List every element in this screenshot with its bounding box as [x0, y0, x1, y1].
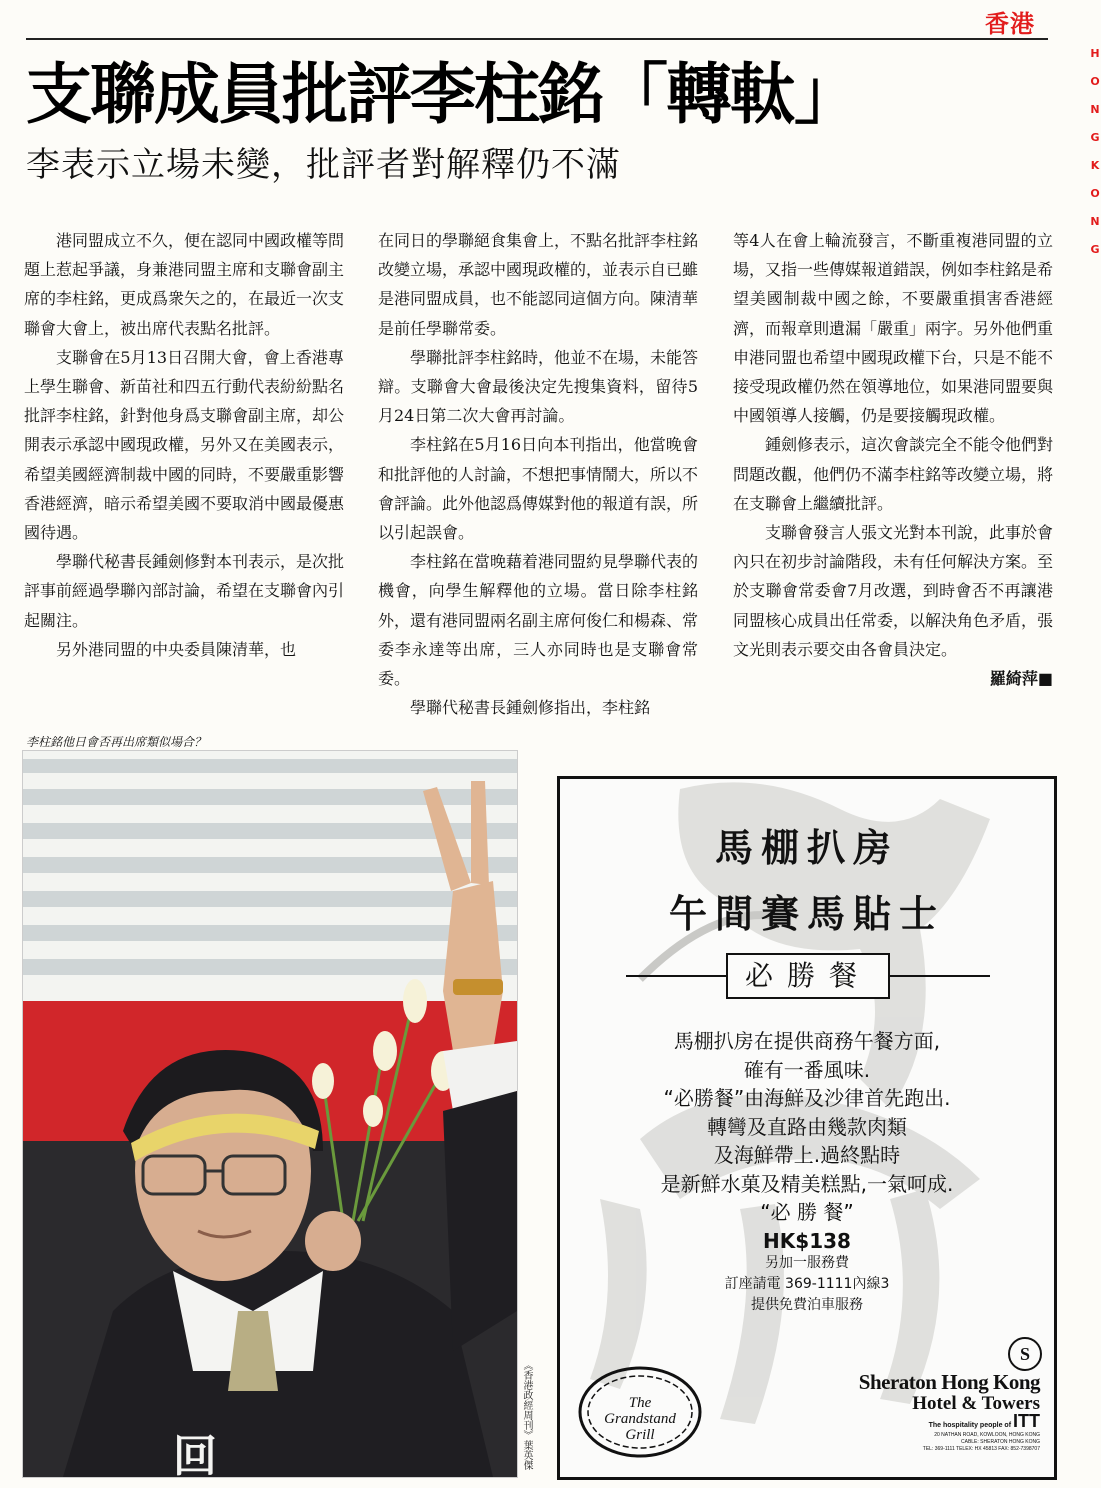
article-paragraph: 等4人在會上輪流發言，不斷重複港同盟的立場，又指一些傳媒報道錯誤，例如李柱銘是希望美國制裁中國之餘，不要嚴重損害香港經濟，而報章則遺漏「嚴重」兩字。另外他們重申港同盟也希望中國現政權下台，只是不能不接受現政權仍然在領導地位，如果港同盟要與中國領導人接觸，仍是要接觸現政權。 [733, 231, 1054, 426]
article-paragraph: 在同日的學聯絕食集會上，不點名批評李柱銘改變立場，承認中國現政權的，並表示自已雖是港同盟成員，也不能認同這個方向。陳清華是前任學聯常委。 [378, 231, 699, 338]
photo-illustration [23, 751, 517, 1477]
ad-details [580, 1253, 1034, 1316]
news-photo [22, 750, 518, 1478]
ad-body-line: 是新鮮水菓及精美糕點,一氣呵成. [660, 1171, 954, 1196]
wristwatch [453, 979, 503, 995]
hotel-name-line2: Hotel & Towers [912, 1393, 1040, 1414]
restaurant-advertisement [557, 776, 1057, 1480]
ad-restaurant-name: 馬棚扒房 [714, 826, 899, 870]
article-column-1 [24, 226, 344, 664]
ad-body-line: 轉彎及直路由幾款肉類 [707, 1114, 907, 1139]
ad-body-line: “必勝餐”由海鮮及沙律首先跑出. [663, 1086, 951, 1110]
article-paragraph: 學聯代秘書長鍾劍修對本刊表示，是次批評事前經過學聯內部討論，希望在支聯會內引起關注。 [24, 552, 345, 630]
article-column-2 [378, 226, 698, 722]
article-column-3 [733, 226, 1053, 693]
section-tag: 香港 [985, 10, 1035, 38]
article-paragraph: 鍾劍修表示，這次會談完全不能令他們對問題改觀，他們仍不滿李柱銘等改變立場，將在支聯會上繼續批評。 [733, 435, 1054, 513]
side-letter: G [1090, 243, 1100, 256]
article-paragraph: 學聯批評李柱銘時，他並不在場，未能答辯。支聯會大會最後決定先搜集資料，留待5月24日第二次大會再討論。 [378, 347, 699, 426]
ad-headline: 午間賽馬貼士 [668, 892, 945, 936]
side-letter: K [1090, 159, 1100, 172]
itt-logo: ITT [1013, 1411, 1040, 1431]
byline: 羅綺萍■ [989, 669, 1053, 689]
ad-detail-line: 提供免費泊車服務 [751, 1297, 863, 1313]
ad-price: HK$138 [763, 1228, 851, 1253]
subhead: 李表示立場未變，批評者對解釋仍不滿 [26, 145, 621, 185]
hotel-name-line1: Sheraton Hong Kong [858, 1370, 1040, 1394]
article-paragraph: 支聯會發言人張文光對本刊說，此事於會內只在初步討論階段，未有任何解決方案。至於支聯會常委會7月改選，到時會否不再讓港同盟核心成員出任常委，以解決角色矛盾，張文光則表示要交由各會員決定。 [733, 523, 1054, 659]
hotel-address-line: TEL: 369-1111 TELEX: HX 45813 FAX: 852-7398707 [922, 1446, 1040, 1452]
article-paragraph: 學聯代秘書長鍾劍修指出，李柱銘 [410, 698, 651, 718]
ad-body-line: “必 勝 餐” [760, 1200, 854, 1224]
ad-body-line: 確有一番風味. [743, 1057, 871, 1082]
sheraton-logo [834, 1371, 1040, 1453]
article-paragraph: 另外港同盟的中央委員陳清華，也 [56, 639, 297, 659]
grill-word: Grill [625, 1427, 655, 1443]
grandstand-grill-text [580, 1395, 700, 1443]
ad-body-line: 及海鮮帶上.過終點時 [713, 1143, 901, 1167]
tagline-text: The hospitality people of [928, 1422, 1012, 1429]
side-letter: O [1090, 187, 1100, 200]
ad-rule-left [626, 975, 726, 977]
ad-body [580, 1027, 1034, 1255]
side-letter: O [1090, 75, 1100, 88]
side-letter: N [1090, 215, 1100, 228]
hotel-address-line: 20 NATHAN ROAD, KOWLOON, HONG KONG [934, 1432, 1040, 1438]
ad-body-line: 馬棚扒房在提供商務午餐方面, [673, 1029, 941, 1053]
side-letter: G [1090, 131, 1100, 144]
hotel-tagline [834, 1411, 1040, 1432]
grill-word: Grandstand [604, 1411, 676, 1427]
ad-rule-right [886, 975, 990, 977]
side-letter: N [1090, 103, 1100, 116]
side-label-hong-kong [1080, 40, 1101, 264]
article-paragraph: 港同盟成立不久，便在認同中國政權等問題上惹起爭議，身兼港同盟主席和支聯會副主席的李柱銘，更成爲衆矢之的，在最近一次支聯會大會上，被出席代表點名批評。 [24, 231, 345, 338]
ad-set-meal-label: 必勝餐 [726, 953, 890, 999]
ad-detail-line: 訂座請電 369-1111內線3 [724, 1276, 890, 1292]
article-paragraph: 李柱銘在5月16日向本刊指出，他當晚會和批評他的人討論，不想把事情鬧大，所以不會評論。此外他認爲傳媒對他的報道有誤，所以引起誤會。 [378, 435, 699, 543]
sheraton-emblem-icon: S [1008, 1337, 1042, 1371]
top-rule [26, 38, 1048, 40]
photo-credit: 《香港政經周刊》葉英傑 [521, 1360, 532, 1470]
side-letter: H [1090, 47, 1100, 60]
banner-glyph: 回 [173, 1431, 217, 1477]
article-paragraph: 支聯會在5月13日召開大會，會上香港專上學生聯會、新苗社和四五行動代表紛紛點名批評李柱銘，針對他身爲支聯會副主席，却公開表示承認中國現政權，另外又在美國表示，希望美國經濟制裁中國的同時，不要嚴重影響香港經濟，暗示希望美國不要取消中國最優惠國待遇。 [24, 347, 345, 543]
headline: 支聯成員批評李柱銘「轉軚」 [26, 56, 858, 133]
grill-word: The [628, 1395, 652, 1411]
ad-detail-line: 另加一服務費 [765, 1255, 849, 1271]
hotel-address-line: CABLE: SHERATON HONG KONG [961, 1439, 1040, 1445]
photo-caption: 李柱銘他日會否再出席類似場合？ [26, 735, 207, 749]
article-paragraph: 李柱銘在當晚藉着港同盟約見學聯代表的機會，向學生解釋他的立場。當日除李柱銘外，還有港同盟兩名副主席何俊仁和楊森、常委李永達等出席，三人亦同時也是支聯會常委。 [378, 552, 699, 689]
